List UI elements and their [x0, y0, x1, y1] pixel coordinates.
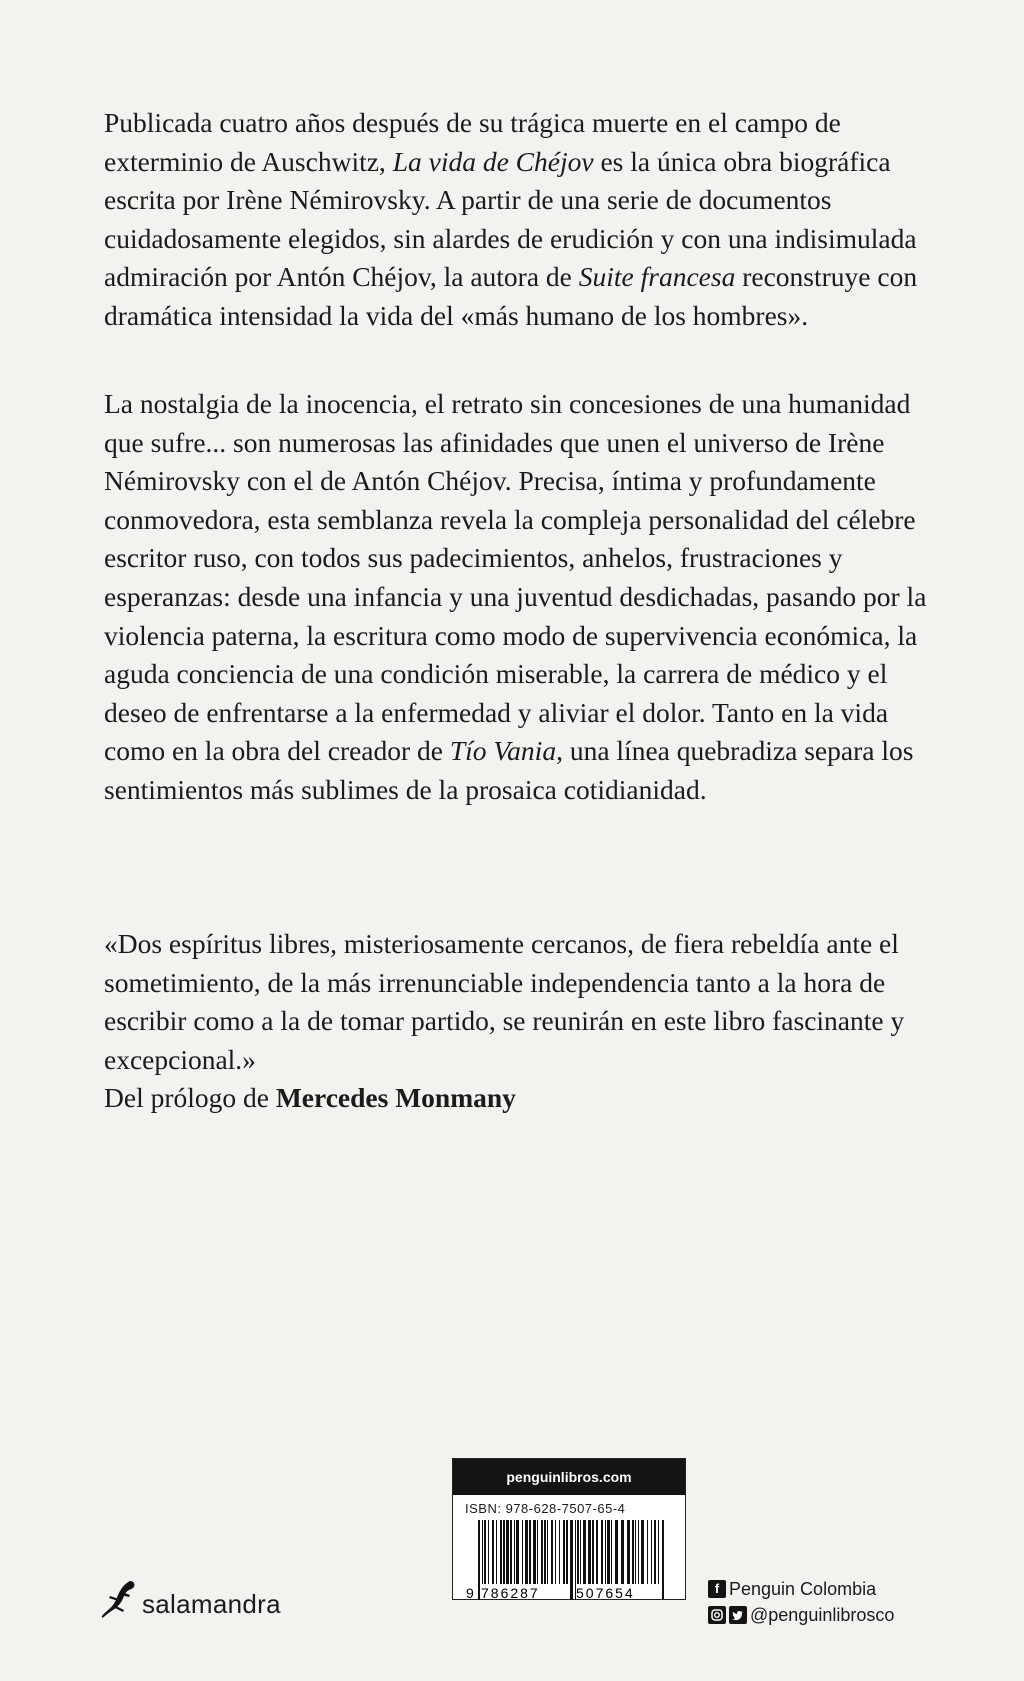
instagram-icon [708, 1606, 726, 1624]
book-title: Suite francesa [578, 261, 736, 293]
barcode-digit-left: 9 [466, 1585, 474, 1601]
text-run: reconstruye con dramática intensidad la vida del «más humano de los hombres». [104, 261, 918, 331]
barcode-bar [525, 1520, 528, 1584]
barcode-bar [541, 1520, 543, 1584]
barcode-bar [522, 1520, 523, 1584]
barcode-digits-right-group: 507654 [576, 1585, 635, 1601]
barcode-bar [506, 1520, 509, 1584]
barcode-bar [601, 1520, 603, 1584]
barcode-bar [570, 1520, 573, 1600]
barcode-bar [627, 1520, 630, 1584]
barcode-bar [551, 1520, 553, 1584]
blurb-paragraph-2 [104, 385, 936, 810]
barcode-bar [580, 1520, 581, 1584]
barcode-bar [529, 1520, 531, 1584]
barcode-bar [500, 1520, 502, 1584]
barcode-bar [658, 1520, 659, 1584]
barcode-bar [496, 1520, 497, 1584]
twitter-icon [729, 1606, 747, 1624]
book-title: La vida de Chéjov [392, 145, 594, 177]
barcode-bar [563, 1520, 565, 1584]
prologue-quote [104, 925, 936, 1118]
text-run: , una línea quebradiza separa los sentimientos más sublimes de la prosaica cotidianidad. [104, 735, 914, 805]
barcode-bar [503, 1520, 505, 1584]
barcode-bar [492, 1520, 494, 1584]
barcode-bar [583, 1520, 586, 1584]
barcode-bar [488, 1520, 489, 1584]
barcode-bar [647, 1520, 648, 1584]
barcode-bar [559, 1520, 560, 1584]
barcode-bar [632, 1520, 634, 1584]
barcode-bar [510, 1520, 512, 1584]
barcode-bar [641, 1520, 644, 1584]
social-links [708, 1576, 894, 1628]
barcode-bar [533, 1520, 536, 1584]
barcode-bar [577, 1520, 579, 1584]
barcode-digits-left-group: 786287 [481, 1585, 540, 1601]
barcode-bar [635, 1520, 636, 1584]
barcode-bar [592, 1520, 594, 1584]
barcode-bar [514, 1520, 515, 1584]
barcode-bar [611, 1520, 612, 1584]
facebook-label: Penguin Colombia [729, 1579, 877, 1599]
blurb-paragraph-1 [104, 104, 936, 336]
isbn-number: ISBN: 978-628-7507-65-4 [465, 1501, 626, 1516]
publisher-logo [100, 1578, 281, 1620]
barcode-bar [566, 1520, 568, 1584]
barcode-bar [478, 1520, 480, 1600]
book-title: Tío Vania [449, 735, 557, 767]
facebook-icon: f [708, 1580, 726, 1598]
publisher-name: salamandra [142, 1589, 281, 1619]
text-run: es la única obra biográfica escrita por Irène Némirovsky. A partir de una serie de documentos cuidadosamente elegidos, sin alardes de erudición y con una indisimulada admiración por Antón Chéjov, la autora de [104, 145, 917, 293]
barcode-bar [482, 1520, 483, 1584]
barcode-bar [615, 1520, 618, 1584]
barcode-bar [662, 1520, 664, 1600]
instagram-handle: @penguinlibrosco [750, 1605, 895, 1625]
quote-attribution [104, 1079, 936, 1118]
salamander-icon [100, 1578, 140, 1620]
barcode-bar [596, 1520, 598, 1584]
barcode-bar [588, 1520, 591, 1584]
barcode-bar [555, 1520, 556, 1584]
blurb-paragraph-2-text [104, 385, 936, 810]
barcode-bar [537, 1520, 538, 1584]
barcode-bar [621, 1520, 624, 1584]
barcode-bar [484, 1520, 486, 1584]
text-run: Publicada cuatro años después de su trágica muerte en el campo de exterminio de Auschwitz, [104, 107, 841, 177]
text-run: La nostalgia de la inocencia, el retrato sin concesiones de una humanidad que sufre... son numerosas las afinidades que unen el universo de Irène Némirovsky con el de Antón Chéjov. Precisa, íntima y profundamente conmovedora, esta semblanza revela la compleja personalidad del célebre escritor ruso, con todos sus padecimientos, anhelos, frustraciones y esperanzas: desde una infancia y una juventud desdichadas, pasando por la violencia paterna, la escritura como modo de supervivencia económica, la aguda conciencia de una condición miserable, la carrera de médico y el deseo de enfrentarse a la enfermedad y aliviar el dolor. Tanto en la vida como en la obra del creador de [104, 388, 927, 767]
blurb-paragraph-1-text [104, 104, 936, 336]
barcode-bar [607, 1520, 610, 1584]
barcode-image [464, 1520, 674, 1602]
barcode-bar [516, 1520, 519, 1584]
handle-row [708, 1602, 894, 1628]
facebook-row [708, 1576, 894, 1602]
barcode-bar [651, 1520, 652, 1584]
quote-text: «Dos espíritus libres, misteriosamente cercanos, de fiera rebeldía ante el sometimiento, de la más irrenunciable independencia tanto a la hora de escribir como a la de tomar partido, se reunirán en este libro fascinante y excepcional.» [104, 928, 905, 1075]
quote-attribution-prefix: Del prólogo de [104, 1082, 276, 1114]
quote-author: Mercedes Monmany [275, 1082, 516, 1114]
barcode-bar [605, 1520, 606, 1584]
barcode-label [452, 1458, 686, 1600]
website-label: penguinlibros.com [453, 1459, 685, 1495]
barcode-bar [547, 1520, 548, 1584]
barcode-bar [638, 1520, 639, 1584]
barcode-bar [654, 1520, 656, 1584]
barcode-bar [544, 1520, 546, 1584]
